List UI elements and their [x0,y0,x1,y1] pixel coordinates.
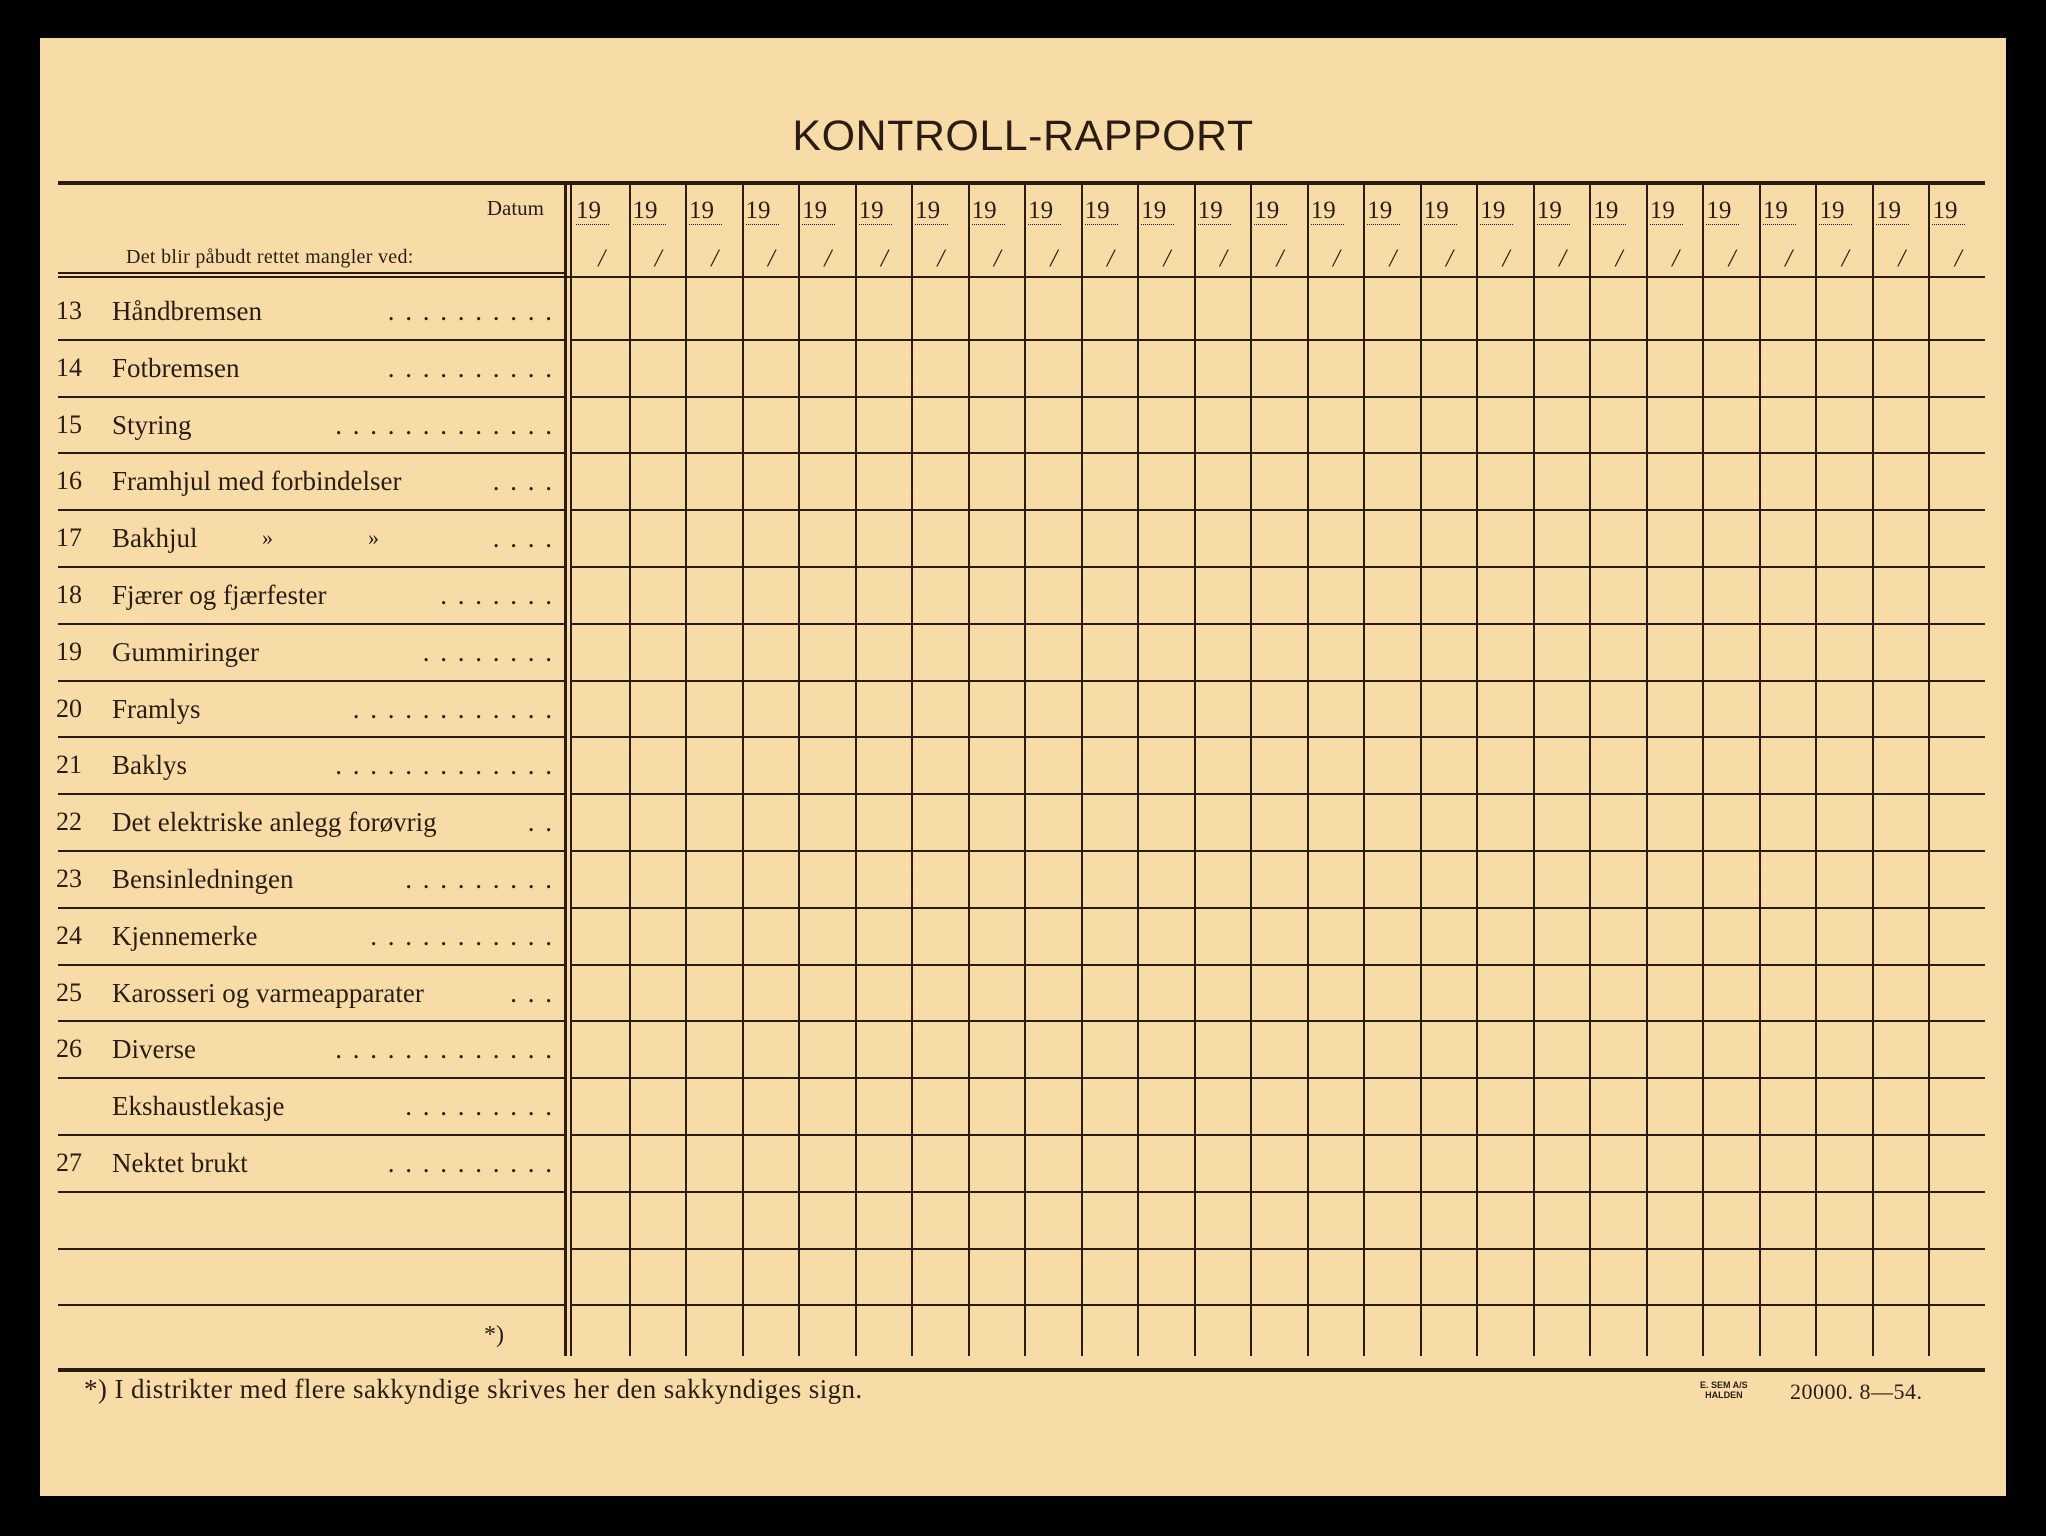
grid-row-rule [572,850,1985,852]
instruction-text: Det blir påbudt rettet mangler ved: [126,246,414,268]
date-separator-12: / [1219,245,1227,272]
row-number: 15 [56,409,82,439]
date-year-2: 19 [633,198,666,225]
date-column-divider [1815,181,1817,1356]
date-column-divider [1928,181,1930,1356]
date-separator-15: / [1389,245,1397,272]
date-column-divider [1872,181,1874,1356]
date-separator-10: / [1106,245,1114,272]
grid-row-rule [572,396,1985,398]
date-year-25: 19 [1932,198,1965,225]
date-year-6: 19 [859,198,892,225]
grid-row-rule [572,509,1985,511]
row-rule [58,736,564,738]
date-year-18: 19 [1537,198,1570,225]
date-year-23: 19 [1819,198,1852,225]
date-year-14: 19 [1311,198,1344,225]
date-separator-4: / [767,245,775,272]
grid-row-rule [572,623,1985,625]
date-year-1: 19 [576,198,609,225]
date-separator-13: / [1276,245,1284,272]
row-label: Styring [112,409,192,440]
date-column-divider [1250,181,1252,1356]
date-separator-6: / [880,245,888,272]
row-number: 21 [56,750,82,780]
row-rule [58,452,564,454]
row-label: Bakhjul [112,523,198,554]
ditto-mark: » [262,525,273,551]
date-column-divider [1702,181,1704,1356]
row-leader-dots: . . . . . . . . . . [387,296,554,326]
bottom-rule [58,1368,1985,1372]
main-divider [570,181,572,1356]
row-rule [58,850,564,852]
ditto-mark: » [368,525,379,551]
row-number: 19 [56,636,82,666]
grid-row-rule [572,1191,1985,1193]
date-year-5: 19 [802,198,835,225]
grid-row-rule [572,1020,1985,1022]
row-leader-dots: . . . . [492,523,554,554]
date-year-19: 19 [1593,198,1626,225]
date-separator-25: / [1954,245,1962,272]
date-separator-23: / [1841,245,1849,272]
grid-row-rule [572,1304,1985,1306]
date-year-12: 19 [1198,198,1231,225]
row-label: Framlys [112,693,201,724]
row-label: Fotbremsen [112,352,240,383]
date-year-22: 19 [1763,198,1796,225]
row-rule [58,964,564,966]
row-label: Diverse [112,1034,196,1065]
date-column-divider [968,181,970,1356]
date-column-divider [1307,181,1309,1356]
row-rule [58,1248,564,1250]
row-label: Baklys [112,750,188,781]
row-number: 20 [56,693,82,723]
row-leader-dots: . . . . . . . . . . . . . [335,409,554,440]
row-number: 22 [56,807,82,837]
date-year-21: 19 [1706,198,1739,225]
row-label: Ekshaustlekasje [112,1091,285,1122]
row-label: Bensinledningen [112,864,294,894]
date-separator-5: / [824,245,832,272]
row-leader-dots: . . . . . . . . . . . . . [335,750,554,781]
footnote: *) I distrikter med flere sakkyndige skrives her den sakkyndiges sign. [84,1374,863,1404]
row-number: 27 [56,1148,82,1177]
date-column-divider [629,181,631,1356]
date-column-divider [855,181,857,1356]
date-column-divider [1420,181,1422,1356]
grid-row-rule [572,736,1985,738]
date-year-11: 19 [1141,198,1174,225]
date-column-divider [1759,181,1761,1356]
header-rule [564,276,1985,278]
grid-row-rule [572,452,1985,454]
date-column-divider [1024,181,1026,1356]
row-rule [58,1191,564,1193]
row-number: 24 [56,920,82,950]
row-rule [58,1134,564,1136]
row-number: 23 [56,864,82,893]
row-number: 25 [56,977,82,1007]
date-separator-24: / [1898,245,1906,272]
date-separator-14: / [1333,245,1340,272]
date-column-divider [1589,181,1591,1356]
row-leader-dots: . . . . . . . . . . [387,1148,554,1178]
row-leader-dots: . . . . . . . . . . . . . [335,1034,554,1065]
row-leader-dots: . . . . [492,466,554,497]
grid-row-rule [572,1134,1985,1136]
row-label: Framhjul med forbindelser [112,466,402,497]
grid-row-rule [572,566,1985,568]
date-year-16: 19 [1424,198,1457,225]
row-rule [58,1077,564,1079]
date-year-3: 19 [689,198,722,225]
date-year-7: 19 [915,198,948,225]
date-column-divider [742,181,744,1356]
date-separator-1: / [598,245,606,272]
row-leader-dots: . . . . . . . . . . . [370,920,554,951]
row-number: 16 [56,466,82,496]
date-year-8: 19 [972,198,1005,225]
row-rule [58,566,564,568]
row-leader-dots: . . . . . . . [440,580,554,610]
date-column-divider [1533,181,1535,1356]
date-separator-20: / [1672,245,1680,272]
row-rule [58,509,564,511]
date-separator-2: / [654,245,662,272]
date-column-divider [798,181,800,1356]
signature-row-mark: *) [484,1322,504,1348]
date-year-9: 19 [1028,198,1061,225]
grid-row-rule [572,1077,1985,1079]
row-number: 14 [56,352,82,382]
date-separator-9: / [1050,245,1058,272]
grid-row-rule [572,907,1985,909]
row-leader-dots: . . . . . . . . . [405,1091,554,1122]
date-year-15: 19 [1367,198,1400,225]
main-divider [564,181,567,1356]
grid-row-rule [572,339,1985,341]
row-rule [58,1304,564,1306]
row-label: Karosseri og varmeapparater [112,977,424,1008]
print-code: 20000. 8—54. [1790,1379,1923,1404]
row-number: 26 [56,1034,82,1064]
date-year-17: 19 [1480,198,1513,225]
row-rule [58,396,564,398]
top-rule [58,181,1985,185]
grid-row-rule [572,964,1985,966]
date-year-24: 19 [1876,198,1909,225]
date-year-10: 19 [1085,198,1118,225]
row-leader-dots: . . . . . . . . . [405,864,554,894]
row-leader-dots: . . [527,807,554,838]
row-label: Det elektriske anlegg forøvrig [112,807,437,838]
date-column-divider [1363,181,1365,1356]
row-leader-dots: . . . . . . . . . . [387,352,554,383]
date-separator-19: / [1615,245,1623,272]
date-year-20: 19 [1650,198,1683,225]
date-year-4: 19 [746,198,779,225]
date-separator-16: / [1446,245,1453,272]
date-column-divider [685,181,687,1356]
printer-imprint [1700,1380,1748,1400]
grid-row-rule [572,1248,1985,1250]
date-separator-11: / [1163,245,1171,272]
row-rule [58,623,564,625]
date-separator-21: / [1728,245,1736,272]
row-rule [58,680,564,682]
date-year-13: 19 [1254,198,1287,225]
date-column-divider [1476,181,1478,1356]
date-separator-7: / [937,245,945,272]
row-label: Fjærer og fjærfester [112,580,327,610]
date-separator-17: / [1502,245,1510,272]
row-leader-dots: . . . [510,977,554,1008]
row-label: Håndbremsen [112,296,262,326]
printer-city: HALDEN [1705,1390,1743,1400]
header-rule [58,272,564,274]
row-label: Kjennemerke [112,920,258,951]
date-column-divider [1194,181,1196,1356]
row-rule [58,907,564,909]
row-rule [58,1020,564,1022]
row-number: 13 [56,296,82,325]
row-number: 18 [56,580,82,609]
date-column-divider [911,181,913,1356]
date-separator-3: / [711,245,719,272]
row-leader-dots: . . . . . . . . . . . . [352,693,554,724]
date-separator-22: / [1785,245,1793,272]
row-label: Gummiringer [112,636,259,667]
row-leader-dots: . . . . . . . . [422,636,554,667]
grid-row-rule [572,680,1985,682]
date-column-divider [1646,181,1648,1356]
date-separator-18: / [1559,245,1567,272]
row-number: 17 [56,523,82,553]
row-label: Nektet brukt [112,1148,248,1178]
date-separator-8: / [993,245,1001,272]
grid-row-rule [572,793,1985,795]
printer-name: E. SEM A/S [1700,1380,1748,1390]
date-column-divider [1137,181,1139,1356]
row-rule [58,793,564,795]
form-title: KONTROLL-RAPPORT [792,112,1254,160]
datum-label: Datum [486,196,544,220]
date-column-divider [1081,181,1083,1356]
row-rule [58,339,564,341]
header-rule [58,276,564,278]
